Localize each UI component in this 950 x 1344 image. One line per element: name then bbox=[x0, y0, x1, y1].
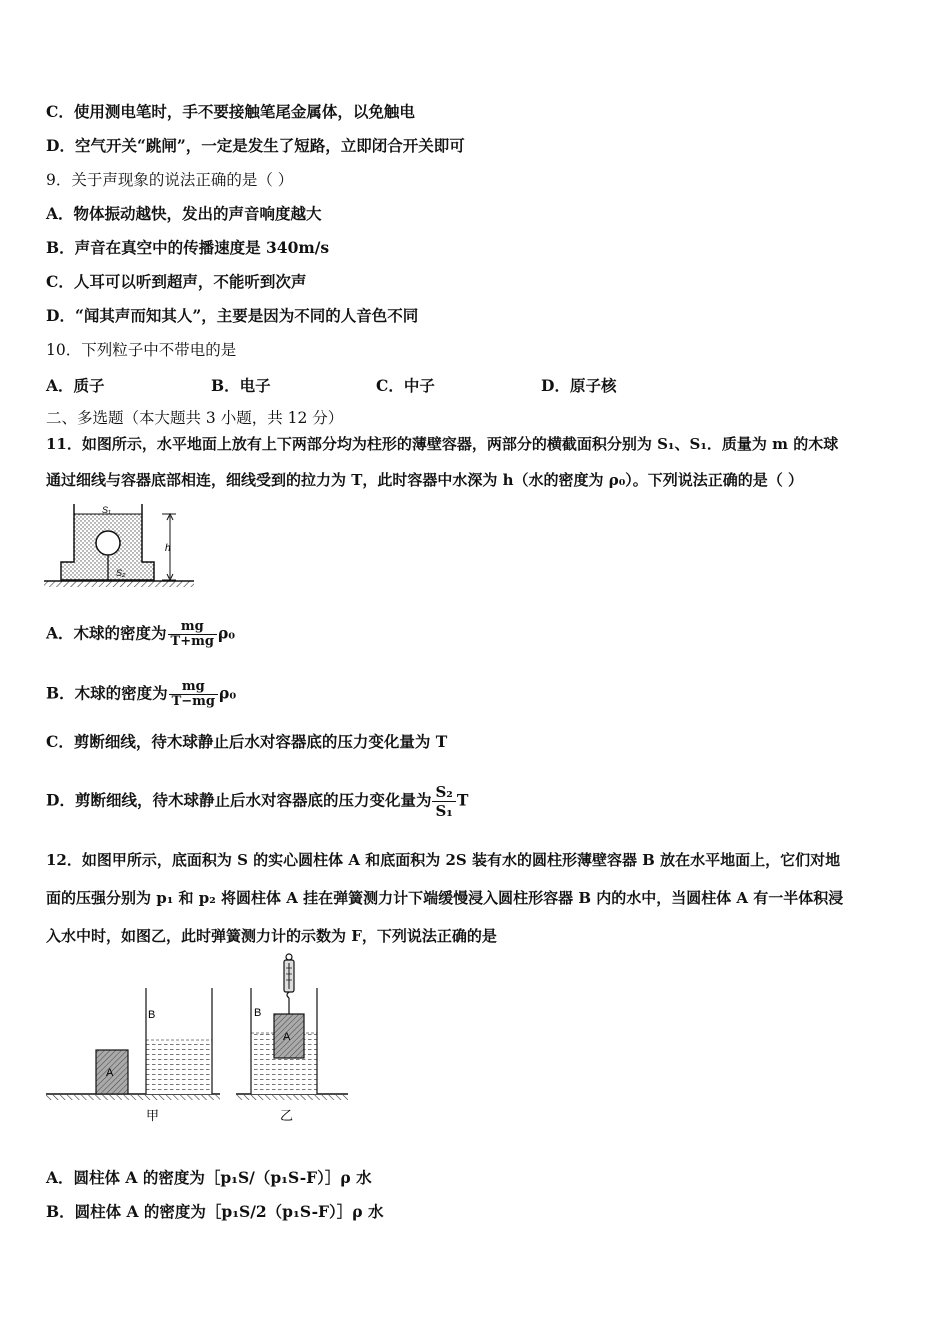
q11-option-d-denominator: S₁ bbox=[432, 801, 455, 820]
q8-option-c: C．使用测电笔时，手不要接触笔尾金属体，以免触电 bbox=[46, 102, 415, 121]
q12-fig-jia-b-label: B bbox=[148, 1009, 156, 1021]
q12-stem-line1: 12．如图甲所示，底面积为 S 的实心圆柱体 A 和底面积为 2S 装有水的圆柱形薄壁容器 B 放在水平地面上，它们对地 bbox=[46, 851, 841, 869]
q11-stem-line1: 11．如图所示，水平地面上放有上下两部分均为柱形的薄壁容器，两部分的横截面积分别为 S₁、S₁．质量为 m 的木球 bbox=[46, 435, 839, 453]
q12-experiment-figure bbox=[44, 952, 354, 1130]
q12-option-a: A．圆柱体 A 的密度为［p₁S/（p₁S-F）］ρ 水 bbox=[46, 1168, 372, 1187]
q11-option-d-fraction bbox=[432, 783, 455, 820]
q11-option-a-fraction bbox=[168, 620, 217, 649]
q11-option-b-prefix: B．木球的密度为 bbox=[46, 683, 168, 703]
q11-option-d-suffix: T bbox=[456, 790, 469, 810]
q9-option-b: B．声音在真空中的传播速度是 340m/s bbox=[46, 238, 330, 257]
q12-fig-jia-a-label: A bbox=[106, 1067, 114, 1079]
q11-option-a-prefix: A．木球的密度为 bbox=[46, 623, 167, 643]
q10-option-b: B．电子 bbox=[211, 376, 271, 395]
q11-option-b-fraction bbox=[169, 680, 218, 709]
q11-option-a-suffix: ρ₀ bbox=[217, 623, 236, 643]
q11-option-d bbox=[46, 783, 468, 820]
q11-option-d-numerator: S₂ bbox=[435, 783, 453, 801]
q12-fig-yi-caption: 乙 bbox=[280, 1108, 294, 1123]
q11-option-a-denominator: T+mg bbox=[168, 634, 217, 649]
q11-stem-line2: 通过细线与容器底部相连，细线受到的拉力为 T，此时容器中水深为 h（水的密度为 ρ₀）。下列说法正确的是（ ） bbox=[46, 471, 804, 489]
q11-container-figure bbox=[44, 500, 194, 592]
q9-option-d: D．“闻其声而知其人”，主要是因为不同的人音色不同 bbox=[46, 306, 419, 325]
section-heading: 二、多选题（本大题共 3 小题，共 12 分） bbox=[46, 409, 344, 427]
q10-option-d: D．原子核 bbox=[541, 376, 617, 395]
q11-option-b bbox=[46, 680, 236, 709]
q11-option-b-suffix: ρ₀ bbox=[219, 683, 237, 703]
q10-option-c: C．中子 bbox=[376, 376, 435, 395]
q11-fig-s2-label: S₂ bbox=[116, 568, 126, 578]
q8-option-d: D．空气开关“跳闸”，一定是发生了短路，立即闭合开关即可 bbox=[46, 136, 465, 155]
q11-option-b-denominator: T−mg bbox=[169, 694, 218, 709]
q10-option-a: A．质子 bbox=[46, 376, 105, 395]
q10-stem: 10．下列粒子中不带电的是 bbox=[46, 341, 237, 359]
q11-fig-s1-label: S₁ bbox=[102, 505, 111, 515]
q12-option-b: B．圆柱体 A 的密度为［p₁S/2（p₁S-F）］ρ 水 bbox=[46, 1202, 384, 1221]
q12-stem-line2: 面的压强分别为 p₁ 和 p₂ 将圆柱体 A 挂在弹簧测力计下端缓慢浸入圆柱形容器 B 内的水中，当圆柱体 A 有一半体积浸 bbox=[46, 889, 844, 907]
q11-option-d-prefix: D．剪断细线，待木球静止后水对容器底的压力变化量为 bbox=[46, 790, 432, 810]
q9-stem: 9．关于声现象的说法正确的是（ ） bbox=[46, 171, 294, 189]
q9-option-a: A．物体振动越快，发出的声音响度越大 bbox=[46, 204, 322, 223]
q11-option-a bbox=[46, 620, 235, 649]
q11-option-a-numerator: mg bbox=[180, 619, 204, 634]
q12-stem-line3: 入水中时，如图乙，此时弹簧测力计的示数为 F，下列说法正确的是 bbox=[46, 927, 497, 945]
q12-fig-yi-b-label: B bbox=[254, 1007, 262, 1019]
q11-fig-h-label: h bbox=[165, 543, 171, 554]
q11-option-b-numerator: mg bbox=[181, 679, 205, 694]
q12-fig-jia-caption: 甲 bbox=[146, 1108, 160, 1123]
q12-fig-yi-a-label: A bbox=[283, 1031, 291, 1043]
q9-option-c: C．人耳可以听到超声，不能听到次声 bbox=[46, 272, 307, 291]
q11-option-c: C．剪断细线，待木球静止后水对容器底的压力变化量为 T bbox=[46, 732, 448, 751]
